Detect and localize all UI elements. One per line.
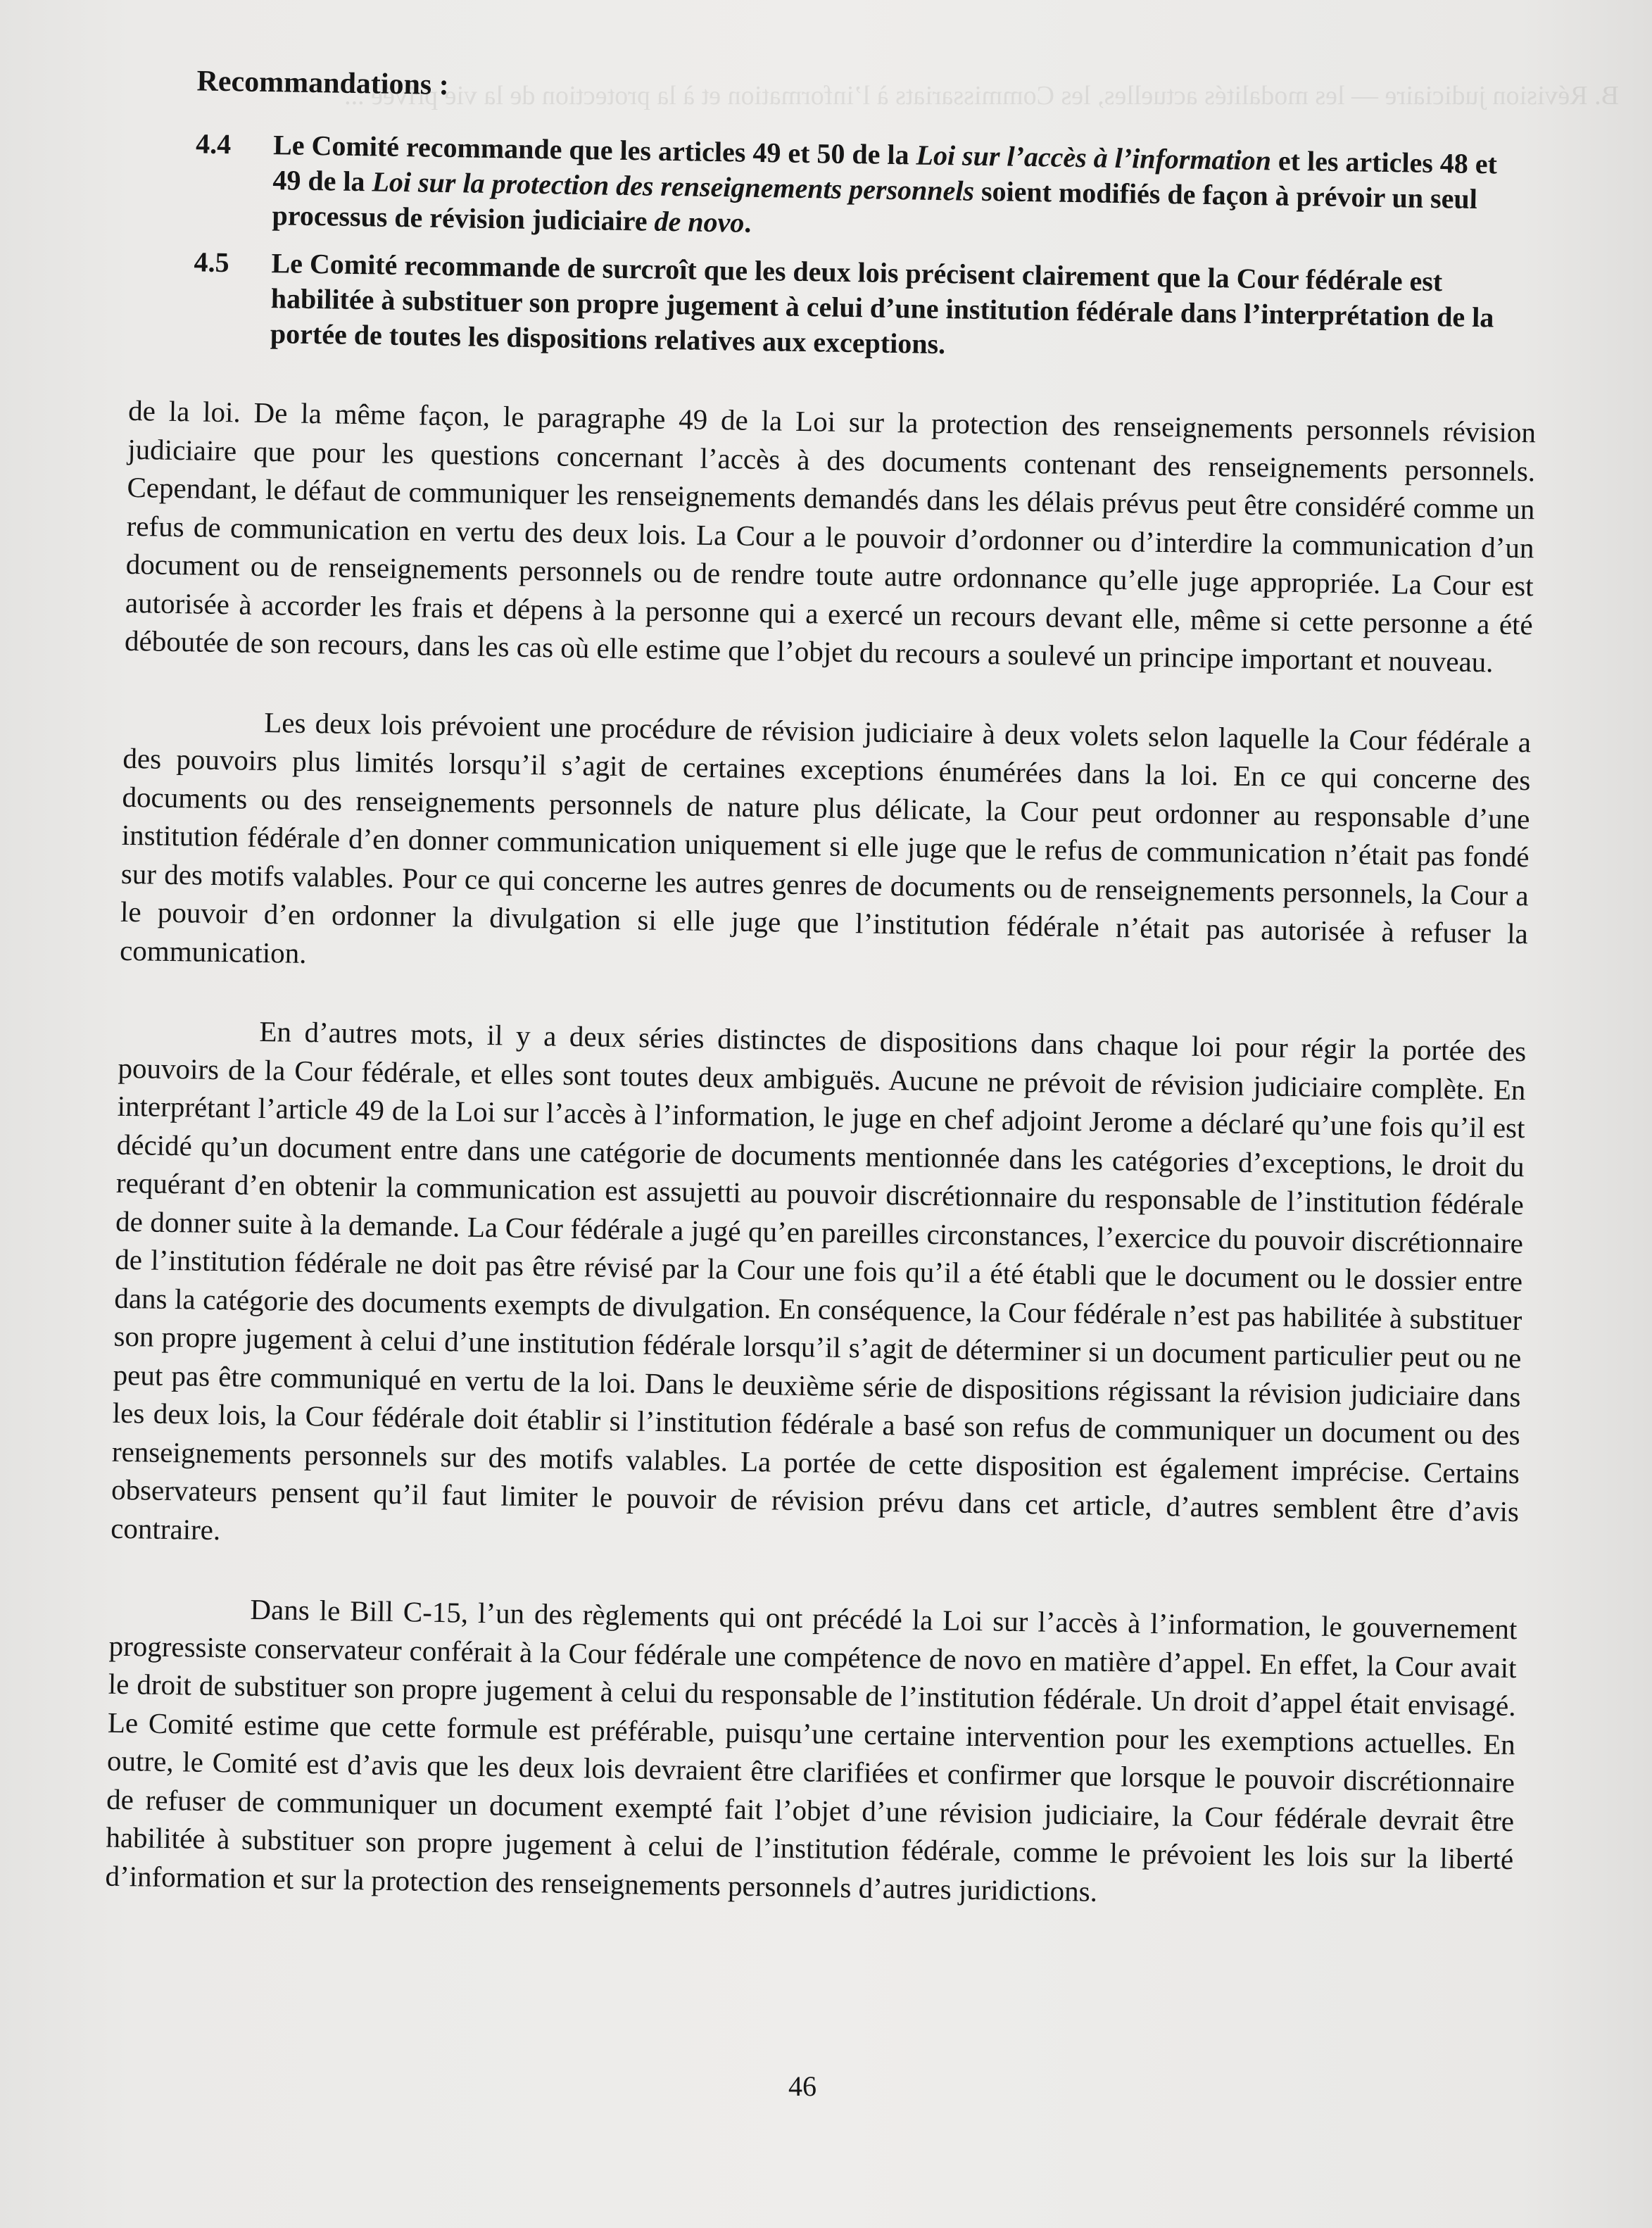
- body-paragraph: Dans le Bill C-15, l’un des règlements qui ont précédé la Loi sur l’accès à l’information, le gouvernement progressiste conservateur conférait à la Cour fédérale une compétence de novo en matière d’appel. En effet, la Cour avait le droit de substituer son propre jugement à celui du responsable de l’institution fédérale. Un droit d’appel était envisagé. Le Comité estime que cette formule est préférable, puisqu’une certaine intervention pour les exemptions actuelles. En outre, le Comité est d’avis que les deux lois devraient être clarifiées et confirmer que lorsque le pouvoir discrétionnaire de refuser de communiquer un document exempté fait l’objet d’une révision judiciaire, la Cour fédérale devrait être habilitée à substituer son propre jugement à celui de l’institution fédérale, comme le prévoient les lois sur la liberté d’information et sur la protection des renseignements personnels d’autres juridictions.: [105, 1592, 1518, 1908]
- recommendation-4-5: [130, 244, 1539, 371]
- recommendations-heading: Recommandations :: [196, 65, 450, 102]
- recommendation-text: Le Comité recommande que les articles 49 et 50 de la Loi sur l’accès à l’information et les articles 48 et 49 de la Loi sur la protection des renseignements personnels soient modifiés de façon à prévoir un seul processus de révision judiciaire de novo.: [272, 129, 1498, 239]
- recommendation-number: 4.4: [195, 127, 232, 161]
- page-content: [104, 63, 1541, 1958]
- page-number: 46: [788, 2070, 816, 2102]
- body-paragraph: En d’autres mots, il y a deux séries distinctes de dispositions dans chaque loi pour régir la portée des pouvoirs de la Cour fédérale, et elles sont toutes deux ambiguës. Aucune ne prévoit de révision judiciaire complète. En interprétant l’article 49 de la Loi sur l’accès à l’information, le juge en chef adjoint Jerome a déclaré qu’une fois qu’il est décidé qu’un document entre dans une catégorie de documents mentionnée dans les catégories d’exceptions, le droit du requérant d’en obtenir la communication est assujetti au pouvoir discrétionnaire du responsable de l’institution fédérale de donner suite à la demande. La Cour fédérale a jugé qu’en pareilles circonstances, l’exercice du pouvoir discrétionnaire de l’institution fédérale ne doit pas être révisé par la Cour une fois qu’il a été établi que le document ou le dossier entre dans la catégorie des documents exempts de divulgation. En conséquence, la Cour fédérale n’est pas habilitée à substituer son propre jugement à celui d’une institution fédérale lorsqu’il s’agit de déterminer si un document particulier peut ou ne peut pas être communiqué en vertu de la loi. Dans le deuxième série de dispositions régissant la révision judiciaire dans les deux lois, la Cour fédérale doit établir si l’institution fédérale a basé son refus de communiquer un document ou des renseignements personnels sur des motifs valables. La portée de cette disposition est également imprécise. Certains observateurs pensent qu’il faut limiter le pouvoir de révision prévu dans cet article, d’autres semblent être d’avis contraire.: [110, 1014, 1527, 1546]
- body-paragraph: Les deux lois prévoient une procédure de révision judiciaire à deux volets selon laquelle la Cour fédérale a des pouvoirs plus limités lorsqu’il s’agit de certaines exceptions énumérées dans la loi. En ce qui concerne des documents ou des renseignements personnels de nature plus délicate, la Cour peut ordonner au responsable d’une institution fédérale d’en donner communication uniquement si elle juge que le refus de communication n’était pas fondé sur des motifs valables. Pour ce qui concerne les autres genres de documents ou de renseignements personnels, la Cour a le pouvoir d’en ordonner la divulgation si elle juge que l’institution fédérale n’était pas autorisée à refuser la communication.: [119, 705, 1532, 969]
- recommendation-4-4: [131, 125, 1540, 253]
- bleed-through-text: B. Révision judiciaire — les modalités actuelles, les Commissariats à l’information et à la protection de la vie privée ...: [344, 81, 1619, 111]
- body-paragraph: de la loi. De la même façon, le paragraphe 49 de la Loi sur la protection des renseignements personnels révision judiciaire que pour les questions concernant l’accès à des documents contenant des renseignements personnels. Cependant, le défaut de communiquer les renseignements demandés dans les délais prévus peut être considéré comme un refus de communication en vertu des deux lois. La Cour a le pouvoir d’ordonner ou d’interdire la communication d’un document ou de renseignements personnels ou de rendre toute autre ordonnance qu’elle juge appropriée. La Cour est autorisée à accorder les frais et dépens à la personne qui a exercé un recours devant elle, même si cette personne a été déboutée de son recours, dans les cas où elle estime que l’objet du recours a soulevé un principe important et nouveau.: [124, 394, 1537, 679]
- recommendation-number: 4.5: [194, 246, 229, 279]
- recommendation-text: Le Comité recommande de surcroît que les deux lois précisent clairement que la Cour fédérale est habilitée à substituer son propre jugement à celui d’une institution fédérale dans l’interprétation de la portée de toutes les dispositions relatives aux exceptions.: [270, 247, 1494, 360]
